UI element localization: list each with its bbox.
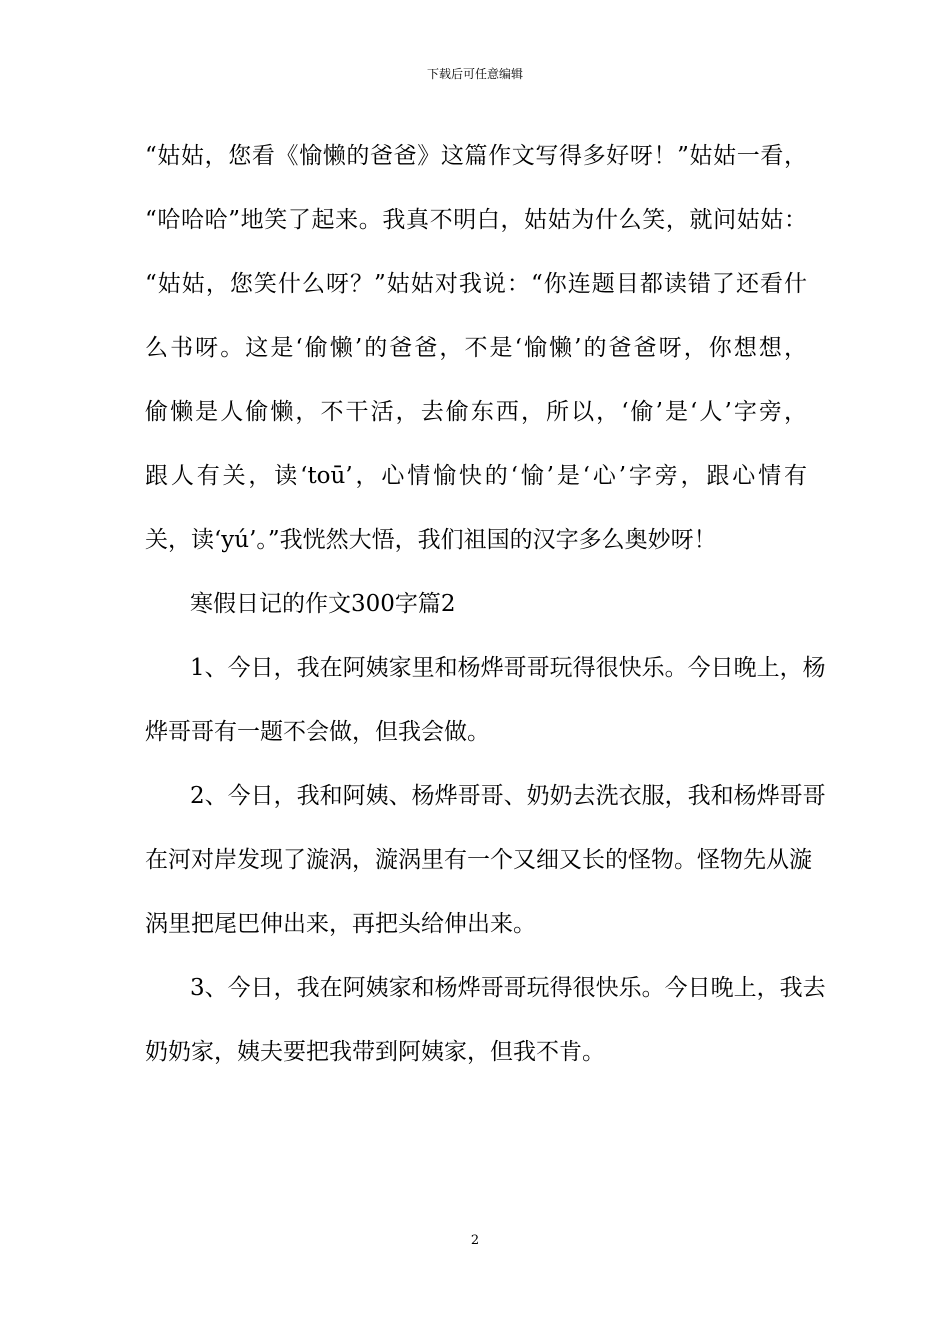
- text-line: 偷懒是人偷懒，不干活，去偷东西，所以，‘偷’是‘人’字旁，: [145, 399, 807, 425]
- text-line: 2、今日，我和阿姨、杨烨哥哥、奶奶去洗衣服，我和杨烨哥哥: [190, 783, 826, 809]
- text-line: “姑姑，您笑什么呀？”姑姑对我说：“你连题目都读错了还看什: [145, 271, 807, 297]
- body-text: [145, 128, 826, 1088]
- text-line: 1、今日，我在阿姨家里和杨烨哥哥玩得很快乐。今日晚上，杨: [190, 655, 826, 681]
- text-line: 在河对岸发现了漩涡，漩涡里有一个又细又长的怪物。怪物先从漩: [145, 847, 812, 873]
- header-note: 下载后可任意编辑: [426, 67, 523, 81]
- text-line: 么书呀。这是‘偷懒’的爸爸，不是‘愉懒’的爸爸呀，你想想，: [145, 335, 807, 361]
- text-line: “姑姑，您看《愉懒的爸爸》这篇作文写得多好呀！”姑姑一看，: [145, 143, 807, 169]
- text-line: 3、今日，我在阿姨家和杨烨哥哥玩得很快乐。今日晚上，我去: [190, 975, 826, 1001]
- text-line: 跟人有关，读‘toū’，心情愉快的‘愉’是‘心’字旁，跟心情有: [145, 463, 807, 489]
- text-line: 涡里把尾巴伸出来，再把头给伸出来。: [145, 911, 536, 937]
- text-line: 烨哥哥有一题不会做，但我会做。: [145, 719, 490, 745]
- section-heading: 寒假日记的作文300字篇2: [190, 591, 456, 617]
- page-number: 2: [470, 1233, 480, 1248]
- text-line: 奶奶家，姨夫要把我带到阿姨家，但我不肯。: [145, 1039, 605, 1065]
- text-line: 关，读‘yú’。”我恍然大悟，我们祖国的汉字多么奥妙呀！: [145, 527, 717, 553]
- text-line: “哈哈哈”地笑了起来。我真不明白，姑姑为什么笑，就问姑姑：: [145, 207, 807, 233]
